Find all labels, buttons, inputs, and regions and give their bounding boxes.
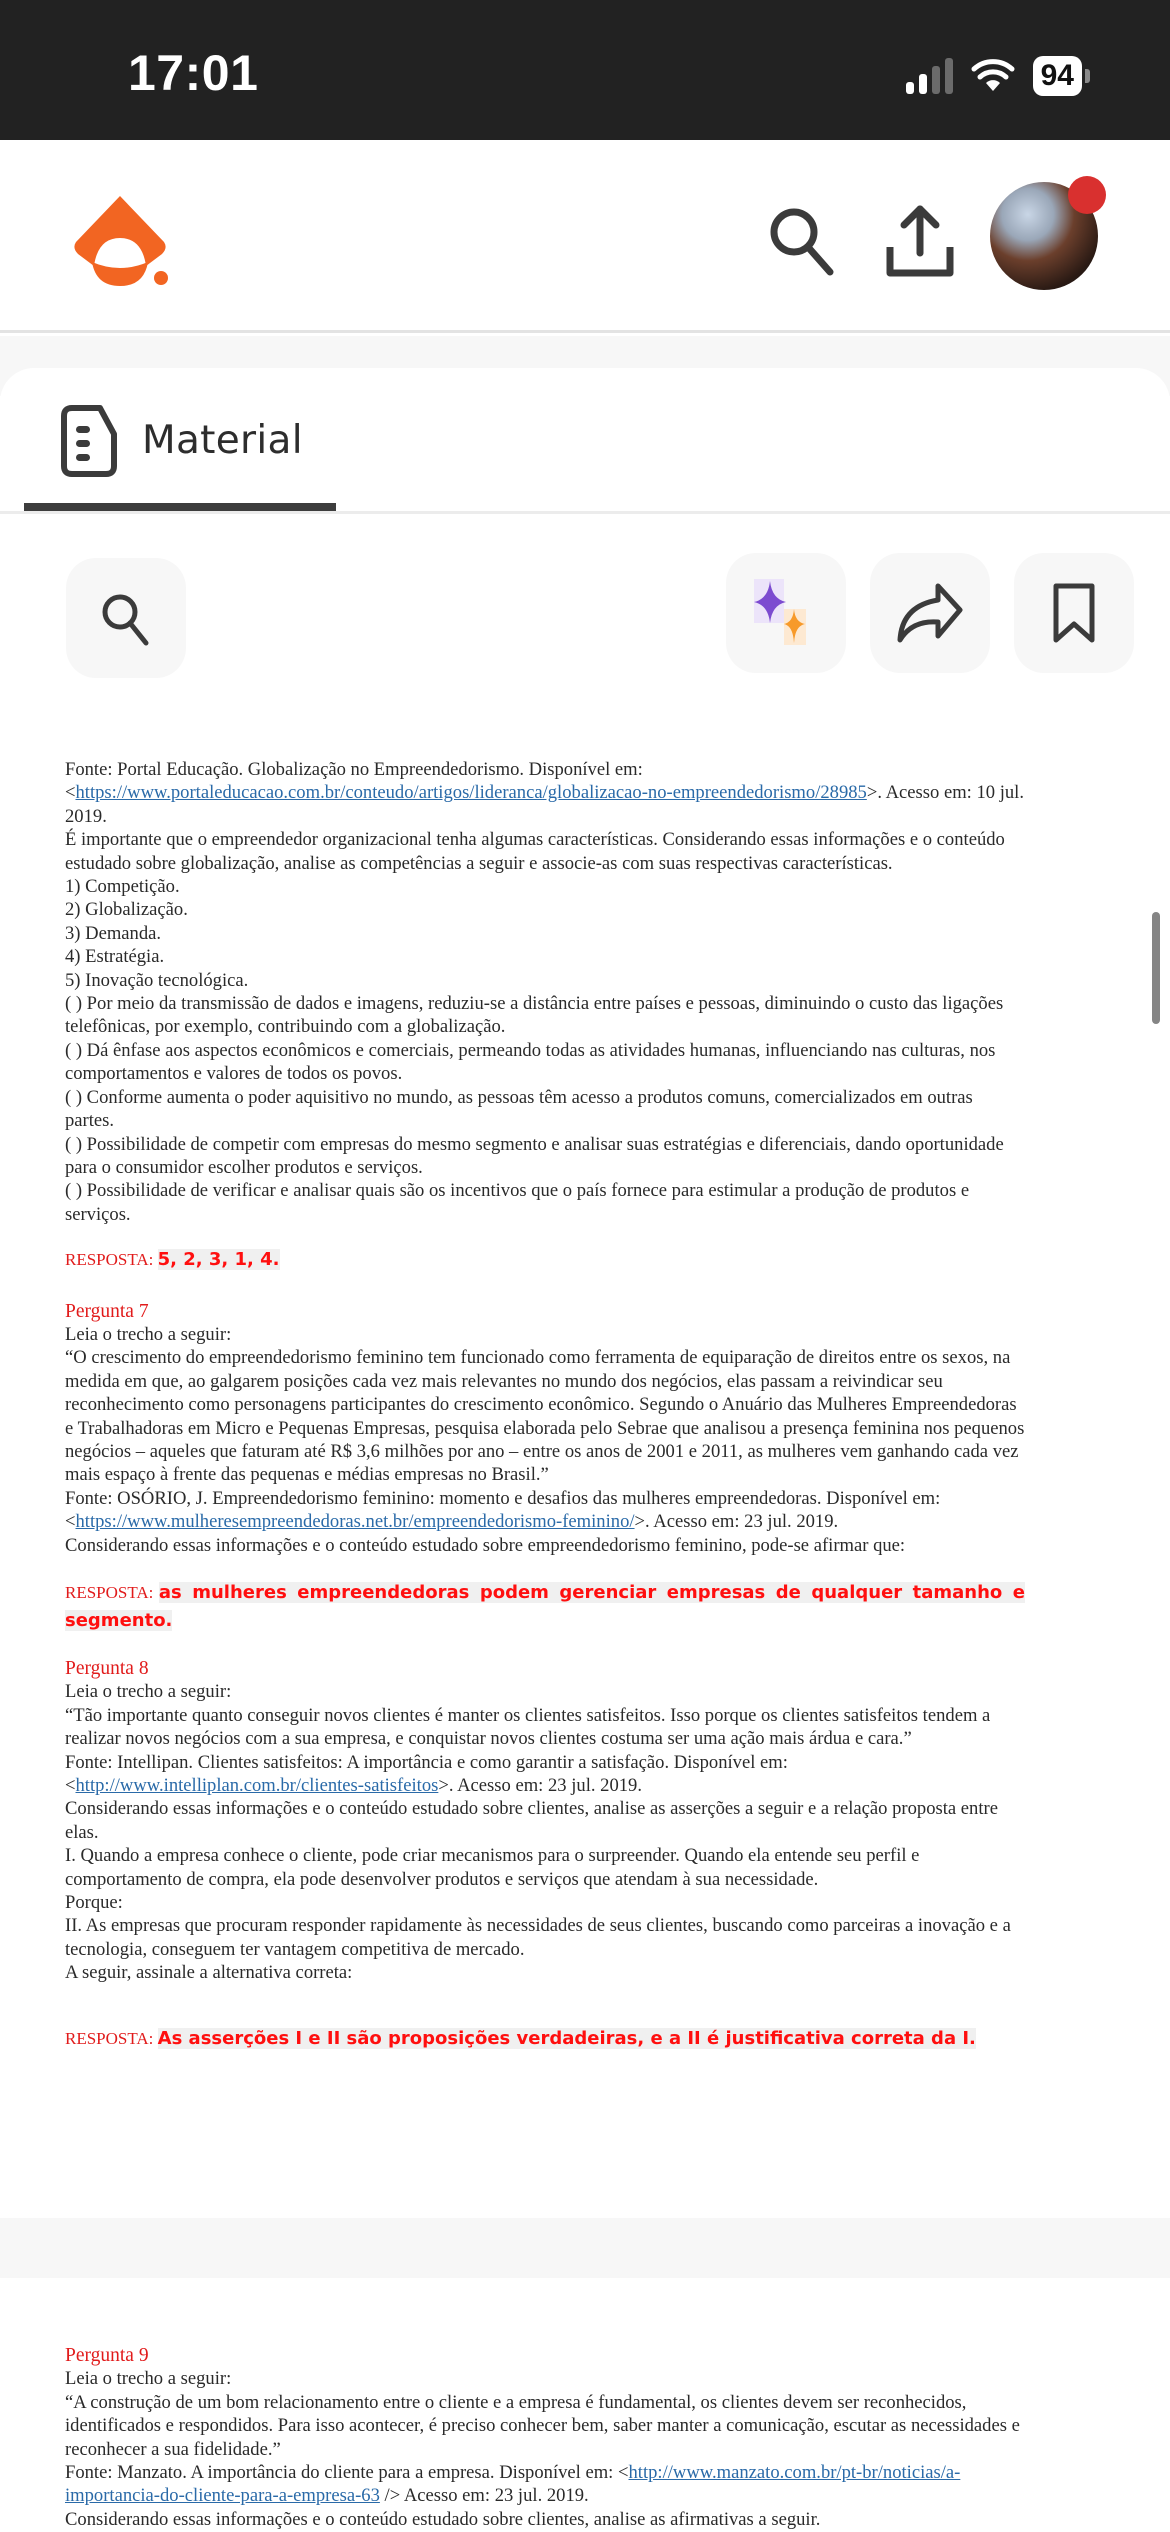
search-button[interactable] bbox=[762, 200, 842, 280]
q7-source: Fonte: OSÓRIO, J. Empreendedorismo feminino: momento e desafios das mulheres empreendedoras. Disponível em:<https://www.mulheresempreendedoras.net.br/empreendedorismo-feminino/>. Acesso em: 23 jul. 2019. bbox=[65, 1487, 941, 1533]
battery-level: 94 bbox=[1033, 56, 1082, 96]
notification-badge bbox=[1068, 176, 1106, 214]
upload-button[interactable] bbox=[880, 200, 960, 280]
tab-divider bbox=[0, 511, 1170, 514]
q6-item: 5) Inovação tecnológica. bbox=[65, 969, 249, 991]
q8-assertion-2: II. As empresas que procuram responder rapidamente às necessidades de seus clientes, buscando como parceiras a inovação e a tecnologia, conseguem ter vantagem competitiva de mercado. bbox=[65, 1915, 1011, 1960]
bookmark-button[interactable] bbox=[1014, 553, 1134, 673]
document-icon bbox=[60, 404, 118, 478]
q7-source-link[interactable]: https://www.mulheresempreendedoras.net.br/empreendedorismo-feminino/ bbox=[75, 1511, 635, 1533]
tab-label: Material bbox=[142, 418, 303, 463]
q6-answer: RESPOSTA: 5, 2, 3, 1, 4. bbox=[65, 1249, 280, 1271]
bookmark-icon bbox=[1048, 582, 1100, 644]
status-icons bbox=[906, 56, 1090, 96]
tab-material[interactable] bbox=[24, 368, 336, 512]
brand-logo[interactable] bbox=[70, 192, 170, 287]
q6-statement: ( ) Possibilidade de competir com empresas do mesmo segmento e analisar suas estratégias e diferenciais, dando oportunidade para o consumidor escolher produtos e serviços. bbox=[65, 1133, 1004, 1178]
q6-statement: ( ) Conforme aumenta o poder aquisitivo no mundo, as pessoas têm acesso a produtos comuns, comercializados em outras partes. bbox=[65, 1086, 973, 1132]
q9-quote: “A construção de um bom relacionamento entre o cliente e a empresa é fundamental, os clientes devem ser reconhecidos, identificados e respondidos. Para isso acontecer, é preciso conhecer bem, saber manter a comunicação, escutar as necessidades e reconhecer a sua fidelidade.” bbox=[65, 2391, 1020, 2460]
status-time: 17:01 bbox=[128, 45, 259, 101]
share-icon bbox=[894, 582, 966, 644]
upload-icon bbox=[884, 201, 956, 279]
q8-answer: RESPOSTA: As asserções I e II são proposições verdadeiras, e a II é justificativa correta da I. bbox=[65, 2027, 976, 2049]
q8-title: Pergunta 8 bbox=[65, 1658, 149, 1679]
sparkles-icon bbox=[748, 575, 824, 651]
search-in-document-button[interactable] bbox=[66, 558, 186, 678]
q6-source: Fonte: Portal Educação. Globalização no Empreendedorismo. Disponível em: <https://www.portaleducacao.com.br/conteudo/artigos/lideranca/globalizacao-no-empreendedorismo/28985>. Acesso em: 10 jul. 2019. bbox=[65, 759, 1025, 827]
q9-prompt: Considerando essas informações e o conteúdo estudado sobre clientes, analise as afirmativas a seguir. bbox=[65, 2508, 821, 2530]
q8-assertion-1: I. Quando a empresa conhece o cliente, pode criar mecanismos para o surpreender. Quando ela entende seu perfil e comportamento de compra, ela pode desenvolver produtos e serviços que atendam à sua necessidade. bbox=[65, 1845, 920, 1890]
status-bar bbox=[0, 0, 1170, 140]
q6-item: 1) Competição. bbox=[65, 876, 180, 898]
q7-prompt: Considerando essas informações e o conteúdo estudado sobre empreendedorismo feminino, pode-se afirmar que: bbox=[65, 1534, 906, 1556]
document-content-page-2 bbox=[65, 2344, 1025, 2531]
q8-lead: Leia o trecho a seguir: bbox=[65, 1681, 232, 1703]
q6-item: 2) Globalização. bbox=[65, 899, 188, 921]
q8-instruction: A seguir, assinale a alternativa correta: bbox=[65, 1962, 353, 1984]
q7-title: Pergunta 7 bbox=[65, 1300, 149, 1322]
scrollbar[interactable] bbox=[1152, 912, 1160, 1024]
share-button[interactable] bbox=[870, 553, 990, 673]
q8-source: Fonte: Intellipan. Clientes satisfeitos: A importância e como garantir a satisfação. Disponível em: <http://www.intelliplan.com.br/clientes-satisfeitos>. Acesso em: 23 jul. 2019. bbox=[65, 1751, 788, 1797]
q6-item: 3) Demanda. bbox=[65, 922, 162, 944]
q7-answer: RESPOSTA: as mulheres empreendedoras podem gerenciar empresas de qualquer tamanho e segmento. bbox=[65, 1582, 1025, 1631]
q6-item: 4) Estratégia. bbox=[65, 946, 165, 968]
q6-statement: ( ) Possibilidade de verificar e analisar quais são os incentivos que o país fornece para estimular a produção de produtos e serviços. bbox=[65, 1180, 970, 1225]
q7-quote: “O crescimento do empreendedorismo feminino tem funcionado como ferramenta de equiparação de direitos entre os sexos, na medida em que, ao galgarem posições cada vez mais relevantes no mundo dos negócios, elas passam a reivindicar seu reconhecimento como personagens participantes do crescimento econômico. Segundo o Anuário das Mulheres Empreendedoras e Trabalhadoras em Micro e Pequenas Empresas, pesquisa elaborada pelo Sebrae que analisou a presença feminina nos pequenos negócios – aqueles que faturam até R$ 3,6 milhões por ano – entre os anos de 2001 e 2011, as mulheres vem ganhando cada vez mais espaço à frente das pequenas e médias empresas no Brasil.” bbox=[65, 1347, 1025, 1486]
q9-source-link[interactable]: http://www.manzato.com.br/pt-br/noticias/a-importancia-do-cliente-para-a-empresa-63 bbox=[65, 2462, 961, 2507]
page-break bbox=[0, 2218, 1170, 2278]
battery-icon bbox=[1033, 56, 1090, 96]
wifi-icon bbox=[971, 59, 1015, 93]
q6-intro: É importante que o empreendedor organizacional tenha algumas características. Considerando essas informações e o conteúdo estudado sobre globalização, analise as competências a seguir e associe-as com suas respectivas características. bbox=[65, 829, 1005, 874]
app-header bbox=[0, 140, 1170, 333]
q8-source-link[interactable]: http://www.intelliplan.com.br/clientes-satisfeitos bbox=[75, 1775, 439, 1797]
q6-statement: ( ) Dá ênfase aos aspectos econômicos e comerciais, permeando todas as atividades humanas, influenciando nas culturas, nos comportamentos e valores de todos os povos. bbox=[65, 1039, 996, 1085]
q6-statement: ( ) Por meio da transmissão de dados e imagens, reduziu-se a distância entre países e pessoas, diminuindo o custo das ligações telefônicas, por exemplo, contribuindo com a globalização. bbox=[65, 993, 1004, 1038]
document-content bbox=[65, 758, 1025, 2050]
q7-lead: Leia o trecho a seguir: bbox=[65, 1323, 232, 1345]
q8-quote: “Tão importante quanto conseguir novos clientes é manter os clientes satisfeitos. Isso porque os clientes satisfeitos tendem a realizar novos negócios com a sua empresa, e conquistar novos clientes costuma ser uma ação mais árdua e cara.” bbox=[65, 1704, 991, 1750]
q8-prompt: Considerando essas informações e o conteúdo estudado sobre clientes, analise as asserções a seguir e a relação proposta entre elas. bbox=[65, 1798, 998, 1843]
cellular-signal-icon bbox=[906, 58, 953, 94]
q8-connector: Porque: bbox=[65, 1892, 123, 1914]
q6-source-link[interactable]: https://www.portaleducacao.com.br/conteudo/artigos/lideranca/globalizacao-no-empreendedorismo/28985 bbox=[75, 782, 867, 804]
search-icon bbox=[764, 202, 840, 278]
q9-lead: Leia o trecho a seguir: bbox=[65, 2368, 232, 2390]
search-icon bbox=[96, 588, 156, 648]
ai-assistant-button[interactable] bbox=[726, 553, 846, 673]
q9-title: Pergunta 9 bbox=[65, 2345, 149, 2366]
q9-source: Fonte: Manzato. A importância do cliente para a empresa. Disponível em: <http://www.manzato.com.br/pt-br/noticias/a-importancia-do-cliente-para-a-empresa-63 /> Acesso em: 23 jul. 2019. bbox=[65, 2462, 961, 2507]
